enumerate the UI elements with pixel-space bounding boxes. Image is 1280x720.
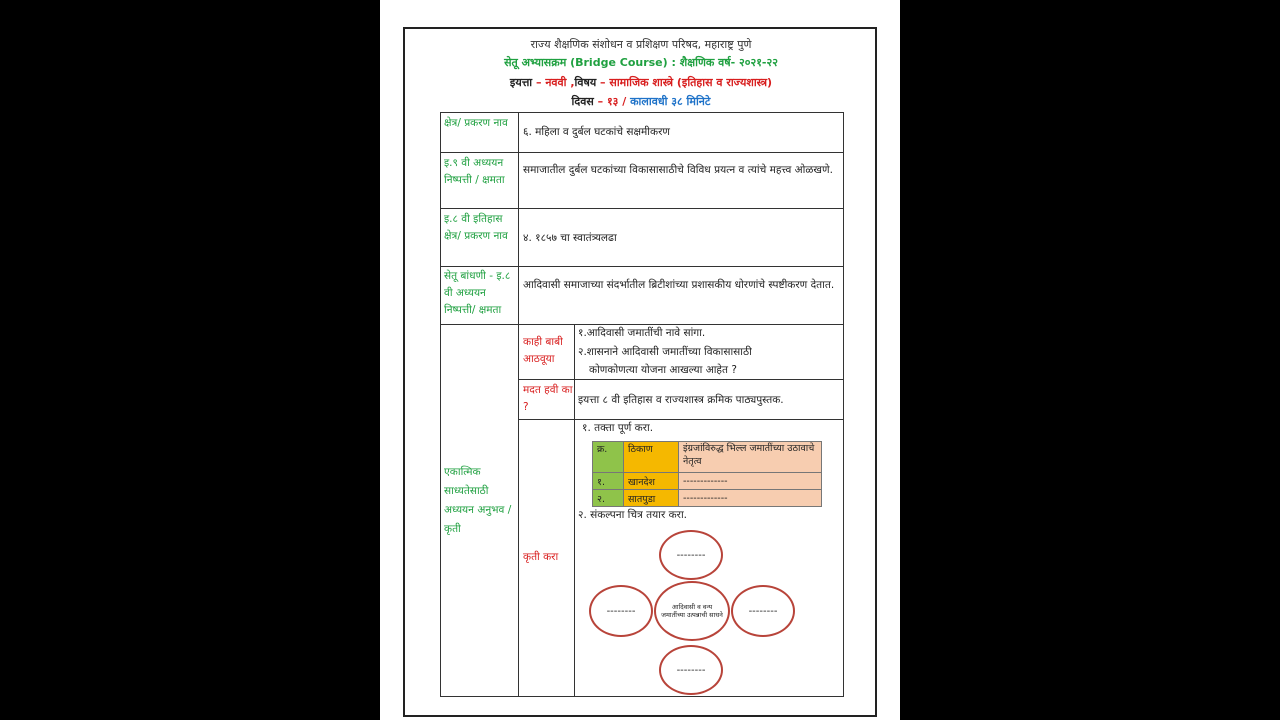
- row-2-text: समाजातील दुर्बल घटकांच्या विकासासाठीचे विविध प्रयत्न व त्यांचे महत्त्व ओळखणे.: [523, 164, 833, 176]
- mini-table-header: [593, 442, 822, 473]
- concept-left-circle: --------: [589, 585, 653, 637]
- row-3-label: इ.८ वी इतिहास क्षेत्र/ प्रकरण नाव: [444, 213, 508, 242]
- concept-bottom-circle: --------: [659, 645, 723, 695]
- row-4-text: आदिवासी समाजाच्या संदर्भातील ब्रिटीशांच्या प्रशासकीय धोरणांचे स्पष्टीकरण देतात.: [523, 279, 835, 291]
- header-line-1: राज्य शैक्षणिक संशोधन व प्रशिक्षण परिषद, महाराष्ट्र पुणे: [530, 38, 752, 51]
- help-text: इयत्ता ८ वी इतिहास व राज्यशास्त्र क्रमिक पाठ्यपुस्तक.: [578, 394, 784, 406]
- header-line-4: दिवस – १३ / कालावधी ३८ मिनिटे: [571, 95, 711, 108]
- recall-item-3: कोणकोणत्या योजना आखल्या आहेत ?: [589, 364, 737, 376]
- concept-right-circle: --------: [731, 585, 795, 637]
- header-line-3: इयत्ता – नववी ,विषय – सामाजिक शास्त्रे (इतिहास व राज्यशास्त्र): [509, 76, 773, 89]
- row-1-label: क्षेत्र/ प्रकरण नाव: [444, 117, 508, 129]
- activity-label: एकात्मिक साध्यतेसाठी अध्ययन अनुभव /कृती: [444, 466, 512, 535]
- help-label: मदत हवी का ?: [523, 384, 573, 413]
- mini-table: [592, 441, 822, 507]
- recall-label: काही बाबी आठवूया: [523, 336, 563, 365]
- header-line-2: सेतू अभ्यासक्रम (Bridge Course) : शैक्षणिक वर्ष- २०२१-२२: [504, 56, 778, 69]
- mini-th-3: इंग्रजांविरुद्ध भिल्ल जमातींच्या उठावाचे नेतृत्व: [679, 442, 822, 473]
- recall-item-2: २.शासनाने आदिवासी जमातींच्या विकासासाठी: [578, 346, 752, 358]
- mini-th-2: ठिकाण: [624, 442, 679, 473]
- concept-top-circle: --------: [659, 530, 723, 580]
- mini-table-row: २. सातपुडा -------------: [593, 490, 822, 507]
- mini-table-row: १. खानदेश -------------: [593, 473, 822, 490]
- row-2-label: इ.९ वी अध्ययन निष्पत्ती / क्षमता: [444, 157, 505, 186]
- task-label: कृती करा: [523, 551, 559, 563]
- mini-th-1: क्र.: [593, 442, 624, 473]
- row-1-text: ६. महिला व दुर्बल घटकांचे सक्षमीकरण: [523, 126, 670, 138]
- row-4-label: सेतू बांधणी - इ.८ वी अध्ययन निष्पत्ती/ क्षमता: [444, 270, 511, 316]
- task-2: २. संकल्पना चित्र तयार करा.: [578, 509, 688, 521]
- recall-item-1: १.आदिवासी जमातींची नावे सांगा.: [578, 327, 706, 339]
- row-3-text: ४. १८५७ चा स्वातंत्र्यलढा: [523, 232, 617, 244]
- task-1: १. तक्ता पूर्ण करा.: [582, 422, 654, 434]
- concept-center-circle: आदिवासी व वन्य जमातींच्या उत्पन्नाची साधने: [654, 581, 730, 641]
